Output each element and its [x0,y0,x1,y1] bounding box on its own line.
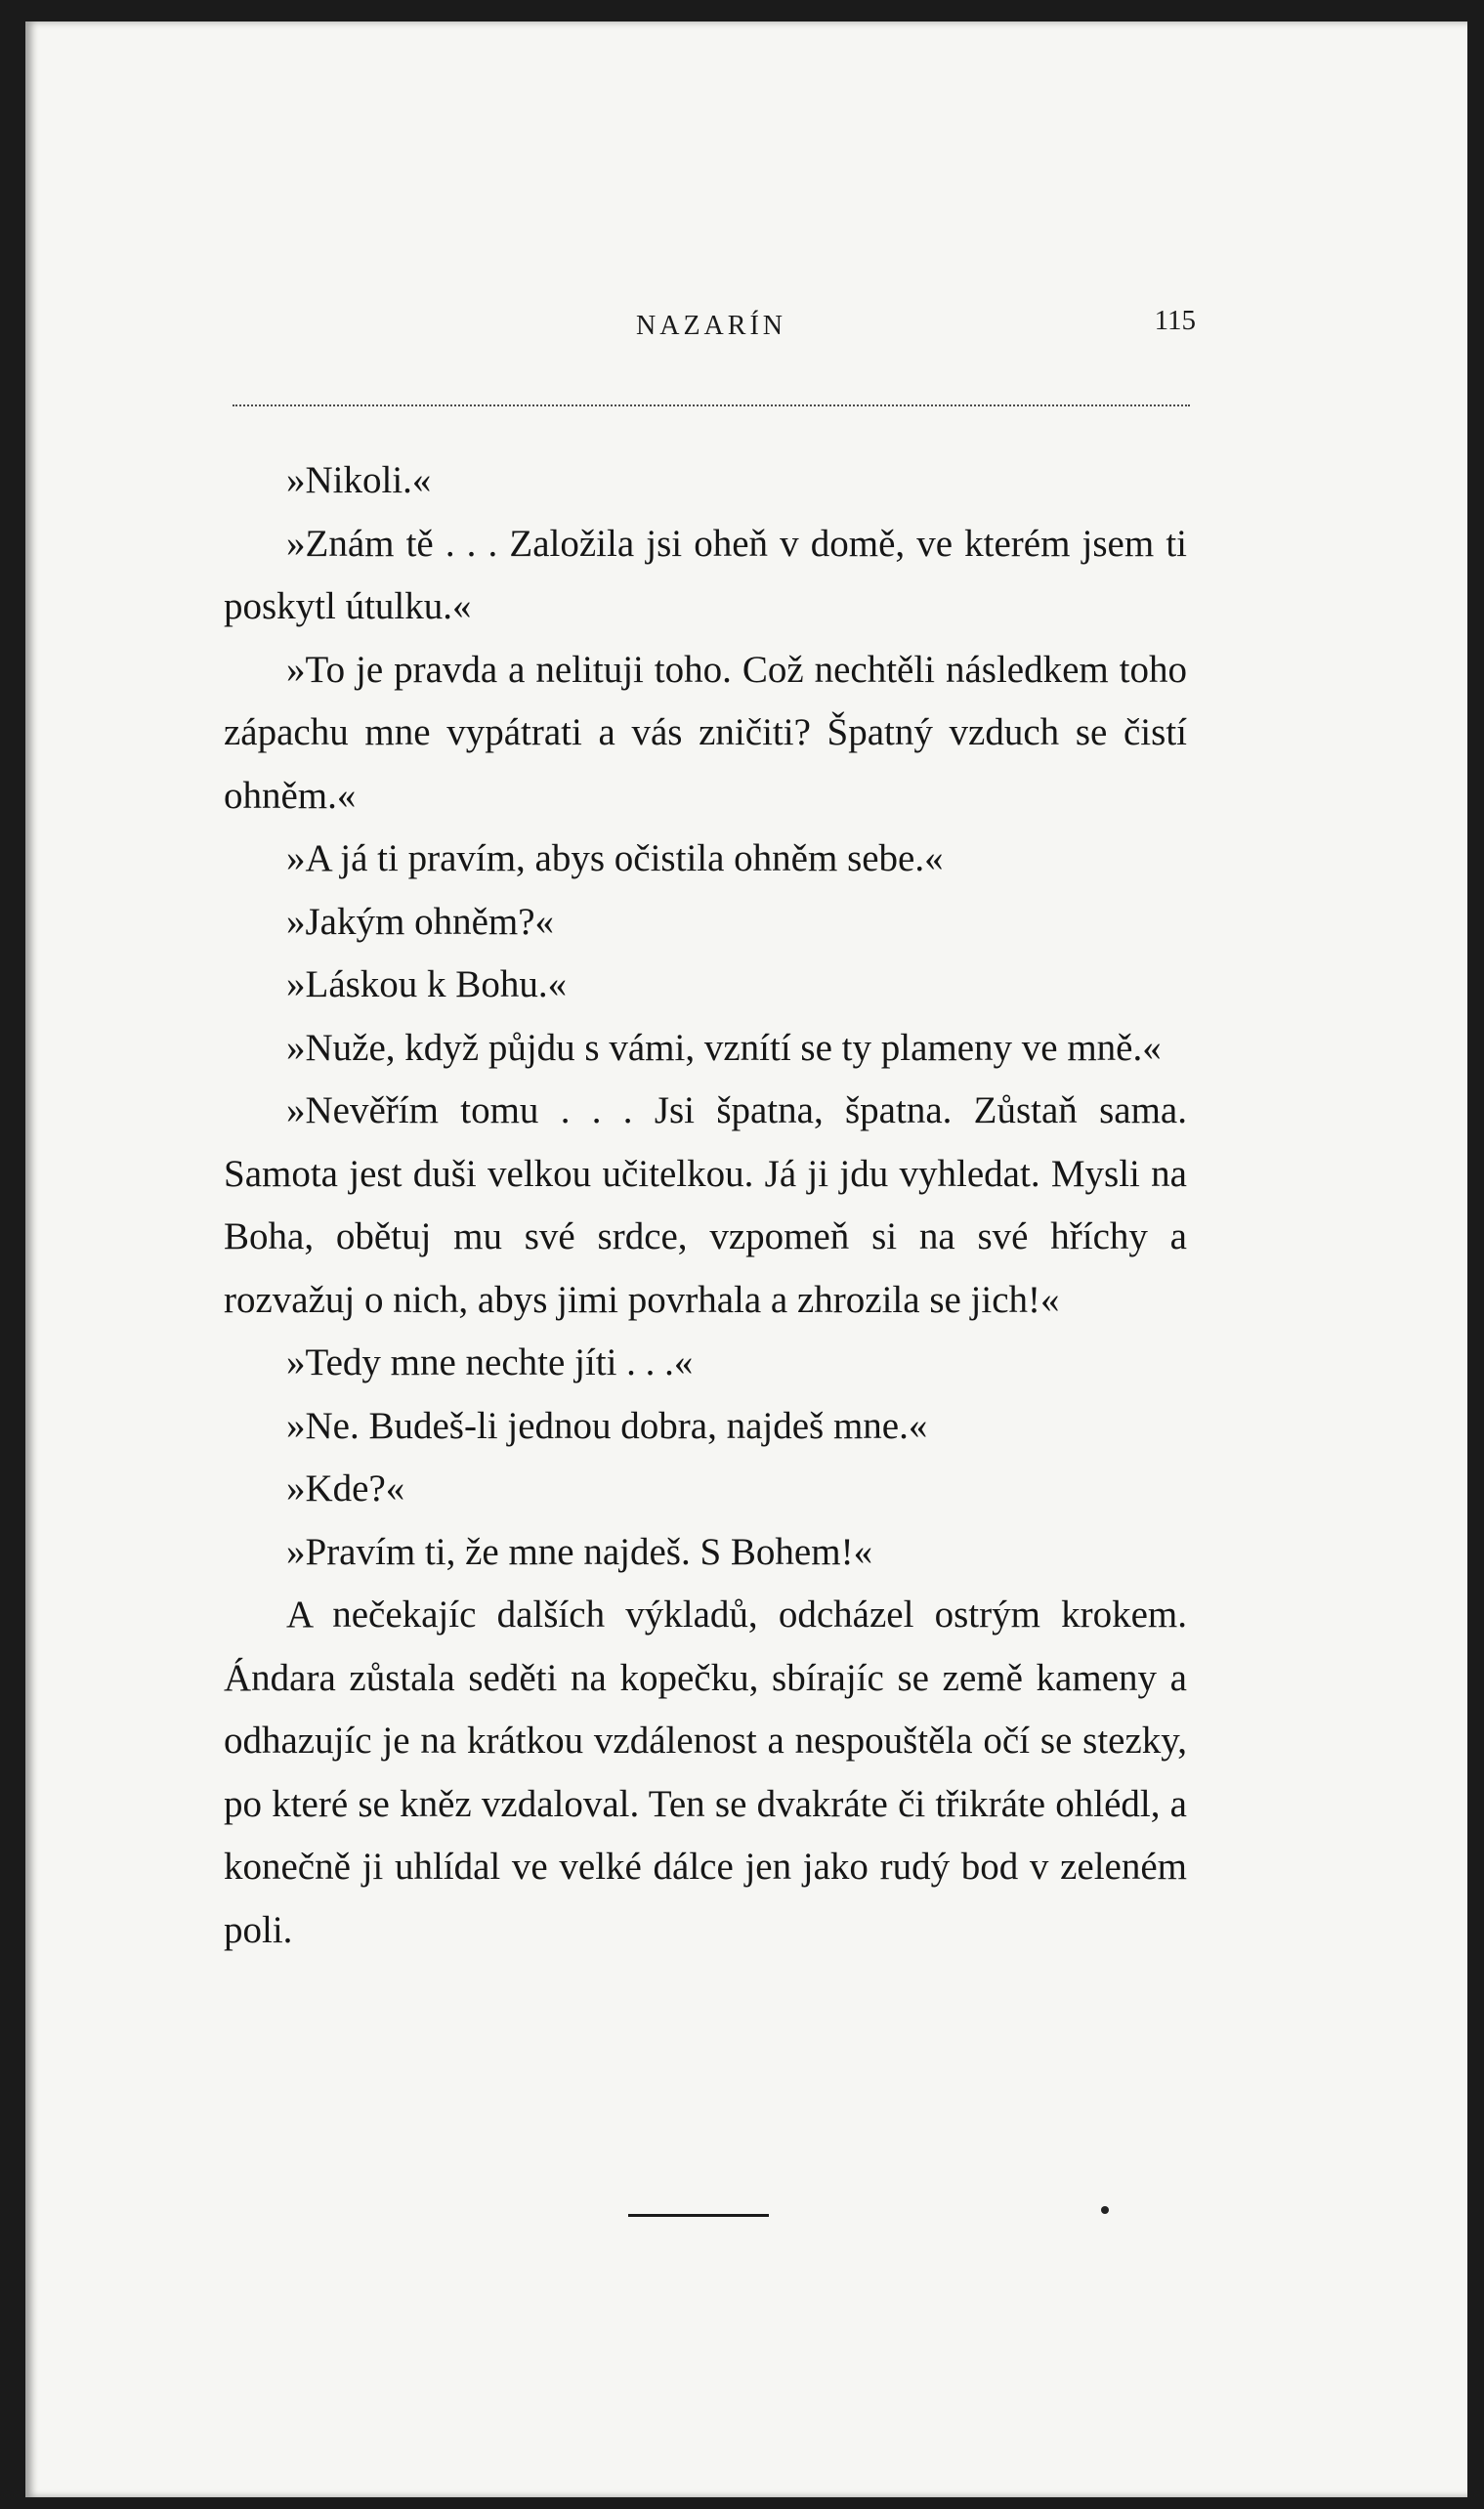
paragraph: »Ne. Budeš-li jednou dobra, najdeš mne.« [286,1404,928,1447]
header-divider [233,404,1190,406]
paragraph: »Jakým ohněm?« [286,900,555,943]
paragraph: »Tedy mne nechte jíti . . .« [286,1341,694,1383]
paragraph: »Pravím ti, že mne najdeš. S Bohem!« [286,1530,873,1573]
section-end-rule [628,2214,769,2217]
page-number: 115 [1154,305,1196,336]
running-title: NAZARÍN [636,311,786,341]
paragraph: »Nevěřím tomu . . . Jsi špatna, špatna. Zůstaň sama. Samota jest duši velkou učitelkou. Já ji jdu vyhledat. Mysli na Boha, obětuj mu své srdce, vzpomeň si na své hříchy a rozvažuj o nich, abys jimi povrhala a zhrozila se jich!« [224,1089,1187,1321]
paragraph: »Nuže, když půjdu s vámi, vznítí se ty plameny ve mně.« [286,1026,1162,1069]
page-header [233,295,1196,354]
paragraph: »To je pravda a nelituji toho. Což nechtěli následkem toho zápachu mne vypátrati a vás zničiti? Špatný vzduch se čistí ohněm.« [224,648,1187,817]
paragraph: »Kde?« [286,1467,405,1510]
body-text [224,449,1187,1962]
paragraph: »A já ti pravím, abys očistila ohněm sebe.« [286,837,944,879]
paragraph: »Nikoli.« [286,459,432,501]
ink-speck [1101,2206,1109,2214]
paragraph: »Znám tě . . . Založila jsi oheň v domě, ve kterém jsem ti poskytl útulku.« [224,522,1187,627]
paragraph: »Láskou k Bohu.« [286,963,568,1005]
book-page [25,21,1467,2497]
paragraph: A nečekajíc dalších výkladů, odcházel ostrým krokem. Ándara zůstala seděti na kopečku, sbírajíc se země kameny a odhazujíc je na krátkou vzdálenost a nespouštěla očí se stezky, po které se kněz vzdaloval. Ten se dvakráte či třikráte ohlédl, a konečně ji uhlídal ve velké dálce jen jako rudý bod v zeleném poli. [224,1594,1187,1951]
